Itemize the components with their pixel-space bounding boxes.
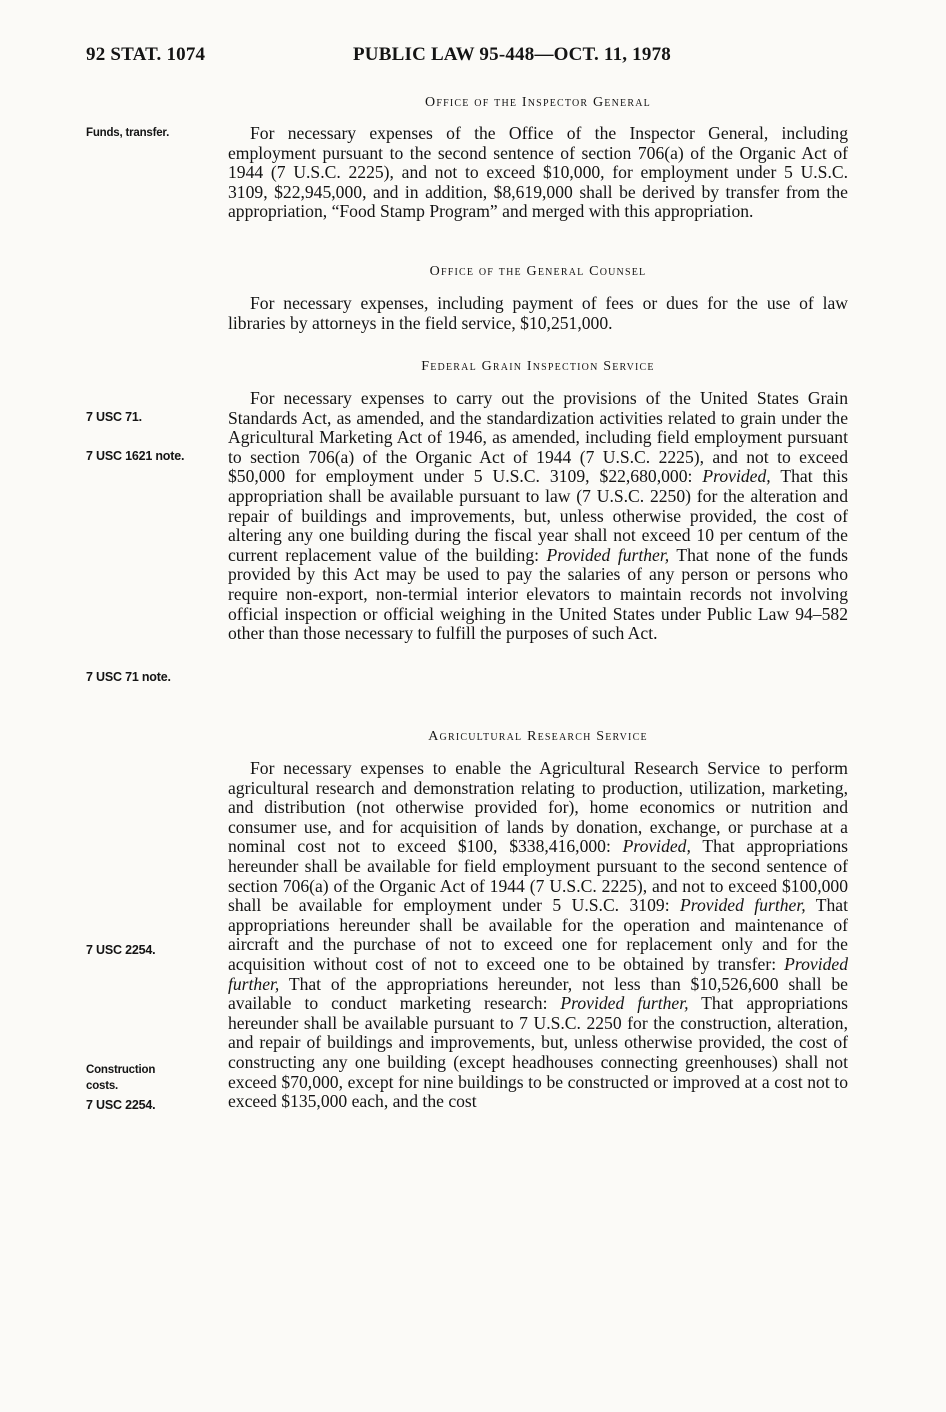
text-run: That appropriations hereunder shall be available for the operation and maintenance of aircraft and the purchase of not to exceed one for replacement only and for the acquisition without cost of not to exceed one to be obtained by transfer: xyxy=(228,895,848,974)
text-run: For necessary expenses to carry out the provisions of the United States Grain Standards Act, as amended, and the standardization activities related to grain under the Agricultural Marketing Act of 1946, as amended, including field employment pursuant to section 706(a) of the Organic Act of 1944 (7 U.S.C. 2225), and not to exceed $50,000 for employment under 5 U.S.C. 3109, $22,680,000: xyxy=(228,388,848,487)
section-heading-grain-inspection: Federal Grain Inspection Service xyxy=(421,359,655,374)
section-heading-agricultural-research: Agricultural Research Service xyxy=(428,729,648,744)
page-stat-number: 92 STAT. 1074 xyxy=(86,44,206,65)
margin-note-7usc1621: 7 USC 1621 note. xyxy=(86,449,185,463)
provided-further-italic: Provided further, xyxy=(680,895,806,916)
page-running-title: PUBLIC LAW 95-448—OCT. 11, 1978 xyxy=(353,44,671,65)
text-run: That appropriations hereunder shall be available pursuant to 7 U.S.C. 2250 for the construction, alteration, and repair of buildings and improvements, but, unless otherwise provided, the cost of constructing any one building (except headhouses connecting greenhouses) shall not exceed $70,000, except for nine buildings to be constructed or improved at a cost not to exceed $135,000 each, and the cost xyxy=(228,993,848,1112)
text-run: For necessary expenses to enable the Agricultural Research Service to perform agricultural research and demonstration relating to production, utilization, marketing, and distribution (not otherwise provided for), home economics or nutrition and consumer use, and for acquisition of lands by donation, exchange, or purchase at a nominal cost not to exceed $100, $338,416,000: xyxy=(228,758,848,857)
provided-further-italic: Provided further, xyxy=(560,993,689,1014)
section-text-agricultural-research xyxy=(228,759,848,1112)
provided-italic: Provided, xyxy=(622,836,691,857)
provided-further-italic: Provided further, xyxy=(546,544,670,565)
section-text-general-counsel: For necessary expenses, including payment of fees or dues for the use of law libraries by attorneys in the field service, $10,251,000. xyxy=(228,293,848,333)
section-heading-inspector-general: Office of the Inspector General xyxy=(425,95,651,110)
margin-note-7usc2254-b: 7 USC 2254. xyxy=(86,1098,156,1112)
section-text-grain-inspection xyxy=(228,389,848,644)
text-run: That this appropriation shall be available pursuant to law (7 U.S.C. 2250) for the alteration and repair of buildings and improvements, but, unless otherwise provided, the cost of altering any one building during the fiscal year shall not exceed 10 per centum of the current replacement value of the building: xyxy=(228,466,849,565)
text-run: That appropriations hereunder shall be available for field employment pursuant to the second sentence of section 706(a) of the Organic Act of 1944 (7 U.S.C. 2225), and not to exceed $100,000 shall be available for employment under 5 U.S.C. 3109: xyxy=(228,836,848,916)
text-run: That none of the funds provided by this Act may be used to pay the salaries of any person or persons who require non-export, non-termial interior elevators to maintain records not involving official inspection or official weighing in the United States under Public Law 94–582 other than those necessary to fulfill the purposes of such Act. xyxy=(228,544,848,644)
margin-note-7usc2254: 7 USC 2254. xyxy=(86,943,156,957)
text-run: That of the appropriations hereunder, not less than $10,526,600 shall be available to conduct marketing research: xyxy=(228,973,848,1014)
margin-note-costs: costs. xyxy=(86,1080,119,1092)
provided-italic: Provided, xyxy=(702,466,771,487)
margin-note-7usc71-note: 7 USC 71 note. xyxy=(86,670,171,684)
margin-note-construction: Construction xyxy=(86,1064,156,1076)
margin-note-7usc71: 7 USC 71. xyxy=(86,410,142,424)
margin-note-funds-transfer: Funds, transfer. xyxy=(86,127,170,139)
provided-further-italic: Provided further, xyxy=(228,953,848,994)
section-heading-general-counsel: Office of the General Counsel xyxy=(429,264,647,279)
section-text-inspector-general: For necessary expenses of the Office of the Inspector General, including employment pursuant to the second sentence of section 706(a) of the Organic Act of 1944 (7 U.S.C. 2225), and not to exceed $10,000, for employment under 5 U.S.C. 3109, $22,945,000, and in addition, $8,619,000 shall be derived by transfer from the appropriation, “Food Stamp Program” and merged with this appropriation. xyxy=(228,123,848,222)
